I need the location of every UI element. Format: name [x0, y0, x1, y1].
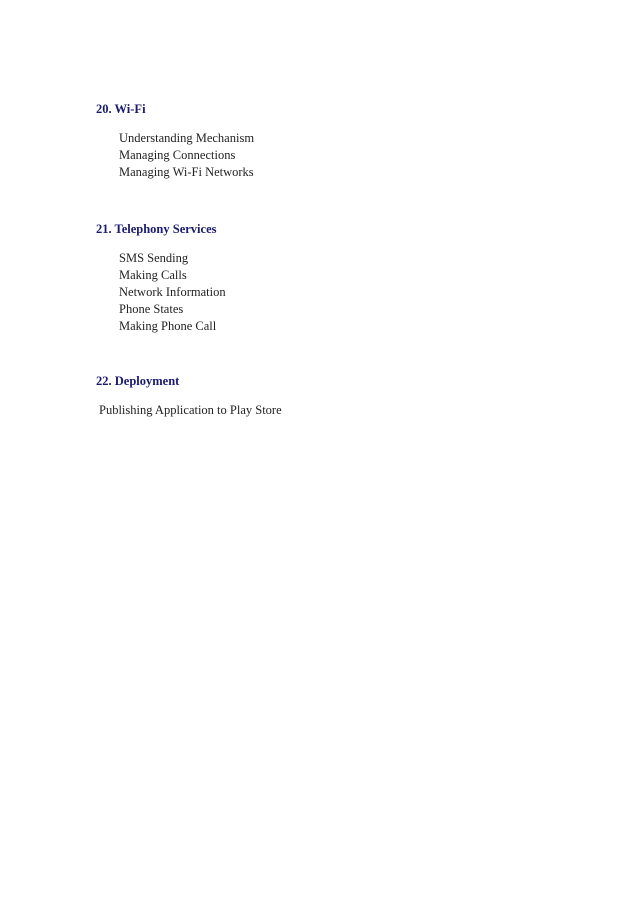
list-item: Phone States [119, 302, 184, 316]
section-heading: 20. Wi-Fi [96, 102, 146, 116]
list-item: Making Phone Call [119, 319, 217, 333]
list-item: Managing Wi-Fi Networks [119, 165, 254, 179]
section-heading: 21. Telephony Services [96, 222, 217, 236]
section-heading: 22. Deployment [96, 374, 180, 388]
list-item: SMS Sending [119, 251, 189, 265]
list-item: Network Information [119, 285, 226, 299]
section-deployment [96, 374, 576, 389]
list-item: Making Calls [119, 268, 187, 282]
section-item-list [96, 250, 576, 335]
list-item: Understanding Mechanism [119, 131, 255, 145]
section-item-list [96, 130, 576, 181]
list-item: Managing Connections [119, 148, 236, 162]
section-telephony-services [96, 222, 576, 335]
section-wifi [96, 102, 576, 181]
deployment-description: Publishing Application to Play Store [99, 403, 282, 417]
